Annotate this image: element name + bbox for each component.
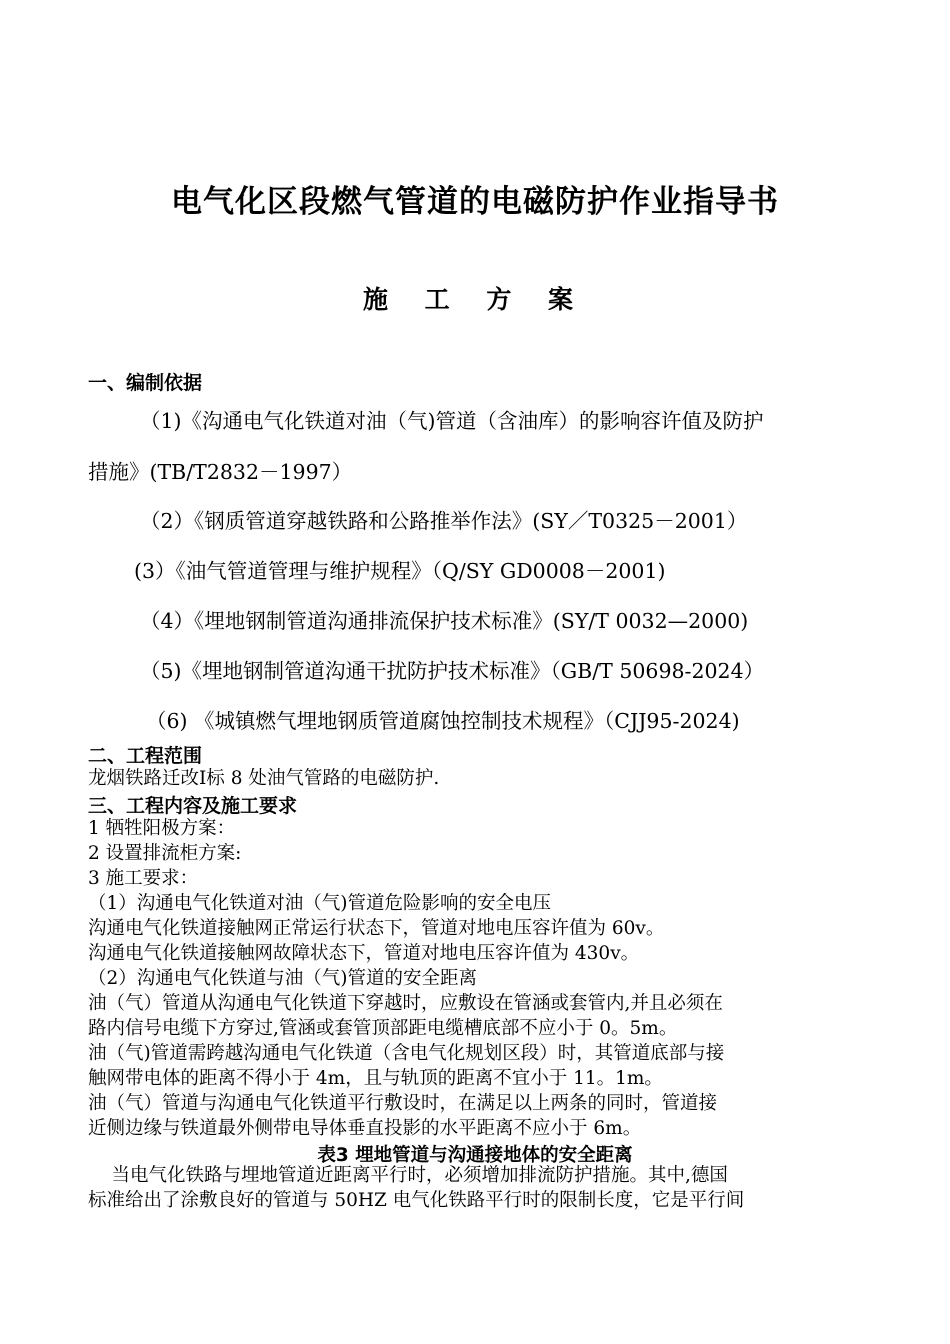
closing-paragraph	[88, 1163, 868, 1213]
content-line: 触网带电体的距离不得小于 4m，且与轨顶的距离不宜小于 11。1m。	[88, 1068, 663, 1089]
reference-item-1: （1)《沟通电气化铁道对油（气)管道（含油库）的影响容许值及防护	[140, 409, 764, 433]
scope-text: 龙烟铁路迁改I标 8 处油气管路的电磁防护.	[88, 768, 440, 789]
reference-item-1-cont: 措施》(TB/T2832－1997）	[88, 460, 353, 484]
document-subtitle: 施 工 方 案	[362, 285, 588, 314]
content-line: 油（气）管道与沟通电气化铁道平行敷设时，在满足以上两条的同时，管道接	[88, 1093, 718, 1114]
content-line: 沟通电气化铁道接触网故障状态下，管道对地电压容许值为 430v。	[88, 943, 640, 964]
reference-item-6: （6) 《城镇燃气埋地钢质管道腐蚀控制技术规程》（CJJ95-2024)	[146, 709, 740, 733]
content-body	[88, 816, 868, 1141]
content-line: 油（气)管道需跨越沟通电气化铁道（含电气化规划区段）时，其管道底部与接	[88, 1043, 725, 1064]
content-line: 油（气）管道从沟通电气化铁道下穿越时，应敷设在管涵或套管内,并且必须在	[88, 993, 723, 1014]
closing-line: 当电气化铁路与埋地管道近距离平行时，必须增加排流防护措施。其中,德国	[88, 1165, 728, 1186]
document-title: 电气化区段燃气管道的电磁防护作业指导书	[171, 184, 779, 220]
content-line: 1 牺牲阳极方案：	[88, 818, 236, 839]
closing-line: 标准给出了涂敷良好的管道与 50HZ 电气化铁路平行时的限制长度，它是平行间	[88, 1190, 745, 1211]
content-line: 路内信号电缆下方穿过,管涵或套管顶部距电缆槽底部不应小于 0。5m。	[88, 1018, 678, 1039]
content-line: 沟通电气化铁道接触网正常运行状态下，管道对地电压容许值为 60v。	[88, 918, 665, 939]
content-line: 2 设置排流柜方案:	[88, 843, 242, 864]
content-line: 近侧边缘与铁道最外侧带电导体垂直投影的水平距离不应小于 6m。	[88, 1118, 642, 1139]
reference-item-3: (3）《油气管道管理与维护规程》（Q/SY GD0008－2001)	[134, 559, 666, 583]
reference-item-2: （2）《钢质管道穿越铁路和公路推举作法》(SY／T0325－2001）	[140, 509, 748, 533]
section-heading-basis: 一、编制依据	[88, 372, 203, 394]
reference-item-4: （4）《埋地钢制管道沟通排流保护技术标准》(SY/T 0032—2000)	[140, 609, 749, 633]
content-line: （1）沟通电气化铁道对油（气)管道危险影响的安全电压	[88, 893, 551, 914]
section-heading-content: 三、工程内容及施工要求	[88, 795, 298, 817]
reference-item-5: （5)《埋地钢制管道沟通干扰防护技术标准》（GB/T 50698-2024）	[140, 659, 765, 683]
section-heading-scope: 二、工程范围	[88, 745, 203, 767]
content-line: 3 施工要求：	[88, 868, 199, 889]
table-caption: 表3 埋地管道与沟通接地体的安全距离	[317, 1145, 633, 1166]
content-line: （2）沟通电气化铁道与油（气)管道的安全距离	[88, 968, 477, 989]
